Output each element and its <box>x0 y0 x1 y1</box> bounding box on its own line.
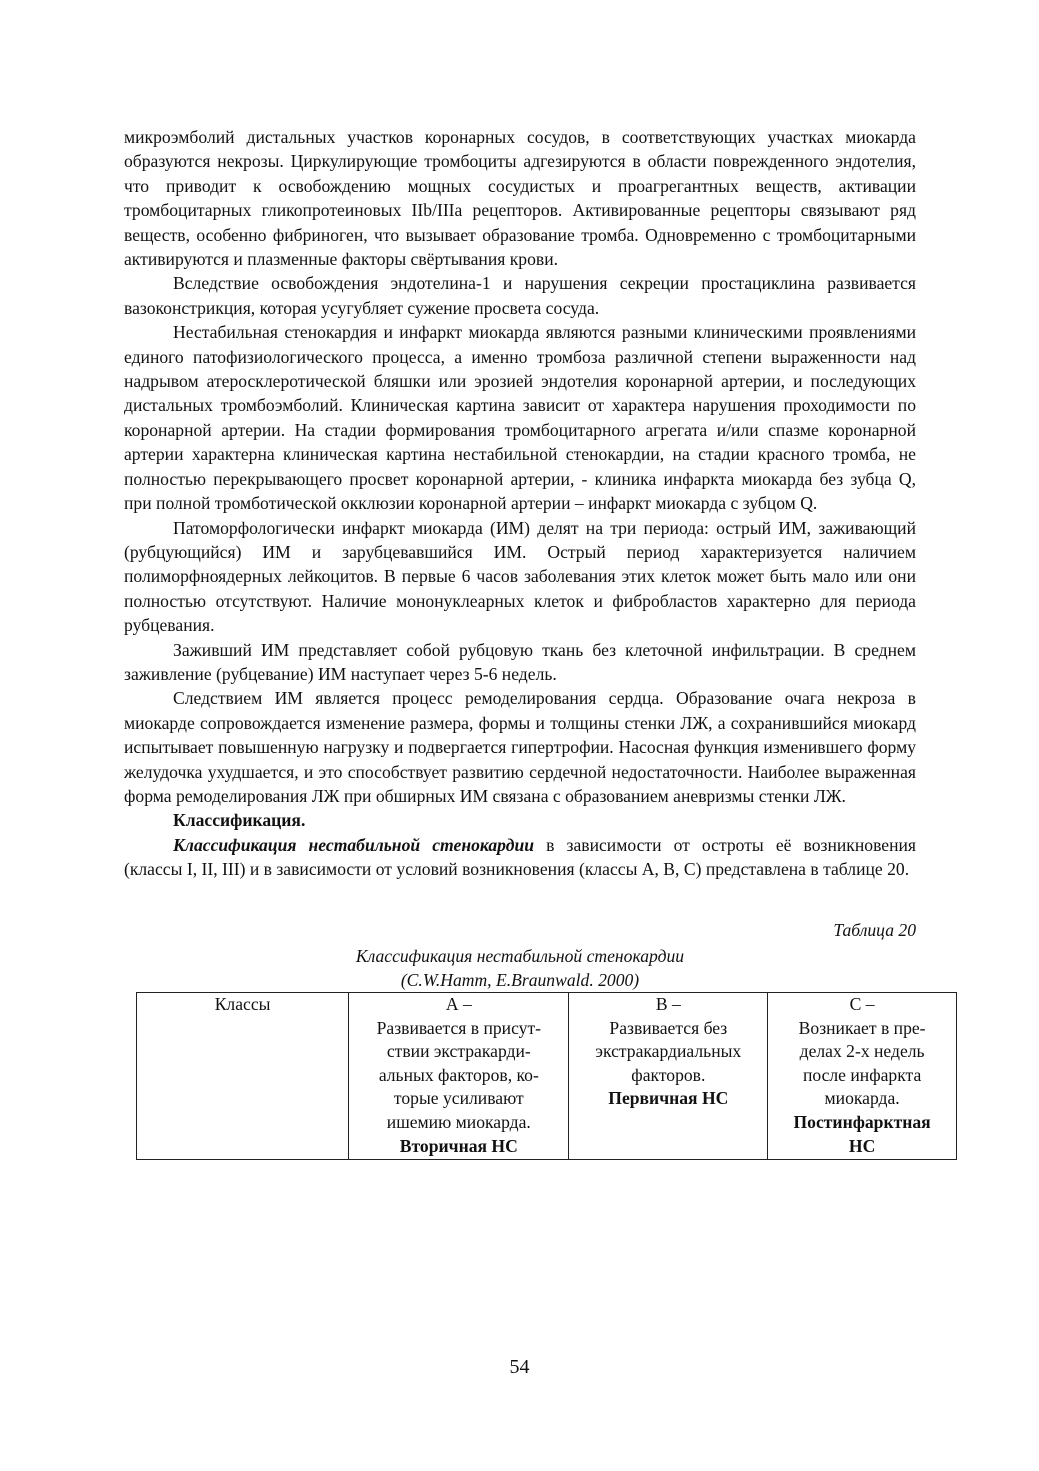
classification-rest: в зависимости от остроты её возникновения (классы I, II, III) и в зависимости от условий возникновения (классы А, В, С) представлена в таблице 20. <box>124 834 917 880</box>
class-b-line: Развивается без <box>609 1017 728 1038</box>
paragraph-2: Вследствие освобождения эндотелина-1 и нарушения секреции простациклина развивается вазоконстрикция, которая усугубляет сужение просвета сосуда. <box>124 273 916 318</box>
class-c-line: Возникает в пре- <box>798 1017 926 1038</box>
classes-label: Классы <box>214 994 271 1014</box>
class-a-line: ствии экстракарди- <box>386 1041 531 1062</box>
class-a-line: Развивается в присут- <box>376 1017 542 1038</box>
table-title <box>124 944 916 992</box>
table-cell-classes <box>137 993 349 1160</box>
class-a-type: Вторичная НС <box>399 1135 518 1156</box>
class-a-letter: А – <box>445 994 472 1014</box>
table-title-line-2: (C.W.Hamm, E.Braunwald. 2000) <box>400 970 640 990</box>
classification-table <box>136 992 957 1160</box>
table-cell-class-b <box>569 993 768 1160</box>
class-c-line: после инфаркта <box>802 1064 922 1085</box>
table-title-line-1: Классификация нестабильной стенокардии <box>355 946 685 966</box>
table-label: Таблица 20 <box>833 919 916 940</box>
classification-paragraph <box>124 833 916 882</box>
paragraph-5: Заживший ИМ представляет собой рубцовую ткань без клеточной инфильтрации. В среднем заживление (рубцевание) ИМ наступает через 5-6 недель. <box>124 639 916 684</box>
class-a-line: альных факторов, ко- <box>378 1064 539 1085</box>
paragraph-3: Нестабильная стенокардия и инфаркт миокарда являются разными клиническими проявлениями единого патофизиологического процесса, а именно тромбоза различной степени выраженности над надрывом атеросклеротической бляшки или эрозией эндотелия коронарной артерии, и последующих дистальных тромбоэмболий. Клиническая картина зависит от характера нарушения проходимости по коронарной артерии. На стадии формирования тромбоцитарного агрегата и/или спазме коронарной артерии характерна клиническая картина нестабильной стенокардии, на стадии красного тромба, не полностью перекрывающего просвет коронарной артерии, - клиника инфаркта миокарда без зубца Q, при полной тромботической окклюзии коронарной артерии – инфаркт миокарда с зубцом Q. <box>124 322 916 514</box>
section-heading: Классификация. <box>173 810 306 831</box>
classification-emphasis: Классификация нестабильной стенокардии <box>173 834 535 855</box>
paragraph-4: Патоморфологически инфаркт миокарда (ИМ) делят на три периода: острый ИМ, заживающий (рубцующийся) ИМ и зарубцевавшийся ИМ. Острый период характеризуется наличием полиморфноядерных лейкоцитов. В первые 6 часов заболевания этих клеток может быть мало или они полностью отсутствуют. Наличие мононуклеарных клеток и фибробластов характерно для периода рубцевания. <box>124 517 916 636</box>
document-page <box>124 125 931 1160</box>
table-cell-class-a <box>349 993 569 1160</box>
class-c-type: Постинфарктная <box>793 1111 931 1132</box>
class-c-line: делах 2-х недель <box>799 1041 925 1062</box>
class-b-line: экстракардиальных <box>595 1041 742 1062</box>
class-c-letter: С – <box>849 994 875 1014</box>
table-cell-class-c <box>768 993 957 1160</box>
table-row <box>137 993 957 1160</box>
paragraph-1: микроэмболий дистальных участков коронарных сосудов, в соответствующих участках миокарда образуются некрозы. Циркулирующие тромбоциты адгезируются в области поврежденного эндотелия, что приводит к освобождению мощных сосудистых и проагрегантных веществ, активации тромбоцитарных гликопротеиновых IIb/IIIa рецепторов. Активированные рецепторы связывают ряд веществ, особенно фибриноген, что вызывает образование тромба. Одновременно с тромбоцитарными активируются и плазменные факторы свёртывания крови. <box>124 127 916 270</box>
paragraph-6: Следствием ИМ является процесс ремоделирования сердца. Образование очага некроза в миокарде сопровождается изменение размера, формы и толщины стенки ЛЖ, а сохранившийся миокард испытывает повышенную нагрузку и подвергается гипертрофии. Насосная функция изменившего форму желудочка ухудшается, и это способствует развитию сердечной недостаточности. Наиболее выраженная форма ремоделирования ЛЖ при обширных ИМ связана с образованием аневризмы стенки ЛЖ. <box>124 688 916 806</box>
class-b-type: Первичная НС <box>608 1088 729 1109</box>
class-b-letter: В – <box>655 994 681 1014</box>
class-c-line: миокарда. <box>824 1088 900 1109</box>
class-c-type: НС <box>848 1135 876 1156</box>
class-a-line: торые усиливают <box>393 1088 524 1109</box>
class-b-line: факторов. <box>631 1064 706 1085</box>
class-a-line: ишемию миокарда. <box>386 1111 531 1132</box>
page-number: 54 <box>509 1356 530 1378</box>
